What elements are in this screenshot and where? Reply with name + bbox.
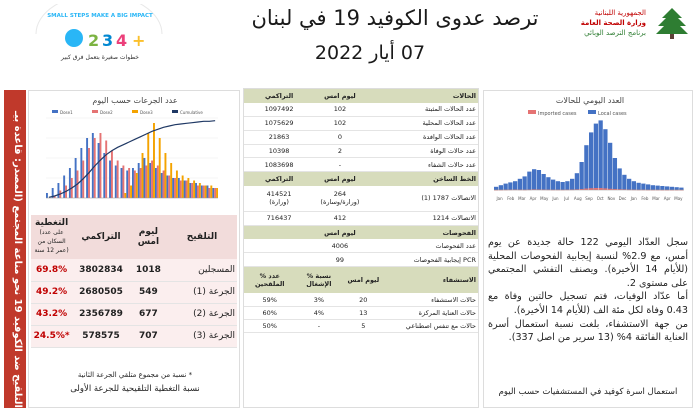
- dose2-bar: [208, 188, 210, 198]
- dose2-bar: [180, 181, 182, 199]
- cell-cumulative: 21863: [244, 130, 314, 144]
- table-row: [31, 303, 237, 325]
- col-cumulative: التراكمي: [72, 215, 130, 259]
- dose3-bar: [164, 153, 166, 198]
- vaccine-side-banner: [4, 90, 26, 408]
- cell-label: عدد الحالات المثبتة: [366, 103, 478, 117]
- x-tick-label: Feb: [507, 196, 515, 201]
- local-cases-bar: [494, 187, 498, 190]
- dose3-bar: [159, 138, 161, 198]
- x-tick-label: Jun: [552, 196, 559, 201]
- cell-cumulative: 1075629: [244, 117, 314, 131]
- col-yesterday: ليوم امس: [314, 89, 365, 103]
- x-tick-label: Jul: [564, 196, 570, 201]
- dose2-bar: [197, 186, 199, 199]
- table-row: [31, 325, 237, 347]
- dose3-bar: [182, 176, 184, 199]
- cell-label: حالات الاستشفاء: [384, 293, 478, 306]
- dose1-bar: [212, 188, 214, 198]
- dose3-bar: [199, 183, 201, 198]
- cell-yesterday: 677: [130, 303, 167, 325]
- report-date: 07 أيار 2022: [314, 42, 426, 64]
- dose2-bar: [174, 178, 176, 198]
- x-tick-label: Oct: [596, 196, 604, 201]
- col-yesterday: ليوم امس: [342, 267, 384, 293]
- cell-label: عدد الحالات المحلية: [366, 117, 478, 131]
- campaign-line1: SMALL STEPS MAKE A BIG IMPACT: [47, 13, 153, 19]
- legend-swatch: [52, 110, 58, 113]
- dose1-bar: [149, 163, 151, 198]
- dose2-bar: [122, 166, 124, 199]
- local-cases-bar: [613, 158, 617, 190]
- daily-cases-chart: [488, 108, 688, 204]
- dose2-bar: [140, 168, 142, 198]
- cell-cumulative: 1097492: [244, 103, 314, 117]
- legend-local-swatch: [588, 110, 596, 114]
- local-cases-bar: [589, 132, 593, 190]
- dose1-bar: [143, 158, 145, 198]
- table-row: [31, 259, 237, 281]
- cell-cumulative: 2356789: [72, 303, 130, 325]
- dose2-bar: [191, 183, 193, 198]
- summary-paragraph-2: أما عدّاد الوفيات، فتم تسجيل حالتين وفاة مع 0.43 وفاة لكل مئة الف (للأيام 14 الأخيرة).: [488, 291, 688, 316]
- dose3-bar: [136, 173, 138, 198]
- dose3-bar: [193, 181, 195, 199]
- local-cases-bar: [651, 185, 655, 190]
- cell-label: الجرعة (3): [167, 325, 237, 347]
- local-cases-bar: [656, 186, 660, 190]
- x-tick-label: Jan: [496, 196, 503, 201]
- summary-text: [488, 236, 688, 345]
- dose3-bar: [187, 178, 189, 198]
- cell-occupancy: -: [295, 319, 342, 332]
- campaign-logo: [24, 4, 174, 66]
- dose3-bar: [170, 163, 172, 198]
- local-cases-bar: [546, 177, 550, 190]
- dose1-bar: [86, 138, 88, 198]
- cell-label: الجرعة (1): [167, 281, 237, 303]
- dose1-bar: [121, 168, 123, 198]
- legend-swatch: [132, 110, 138, 113]
- local-cases-bar: [618, 168, 622, 190]
- summary-footer: استعمال اسرة كوفيد في المستشفيات حسب اليوم: [498, 387, 678, 397]
- cell-yesterday: 102: [314, 103, 365, 117]
- x-tick-label: Feb: [641, 196, 649, 201]
- cell-occupancy: 3%: [295, 293, 342, 306]
- col-empty: [244, 225, 314, 239]
- cell-cumulative: 10398: [244, 144, 314, 158]
- ministry-line1: الجمهورية اللبنانية: [594, 9, 646, 17]
- local-cases-bar: [632, 181, 636, 190]
- cell-coverage: 24.5%*: [31, 325, 72, 347]
- ministry-line3: برنامج الترصد الوبائي: [584, 29, 646, 37]
- stats-table: [243, 88, 479, 408]
- local-cases-bar: [675, 187, 679, 190]
- local-cases-bar: [603, 129, 607, 190]
- dose1-bar: [207, 186, 209, 199]
- dose1-bar: [184, 181, 186, 199]
- x-tick-label: Apr: [663, 196, 671, 201]
- col-tests: الفحوصات: [366, 225, 478, 239]
- legend-label: Dose2: [100, 110, 113, 115]
- col-yesterday: ليوم امس: [130, 215, 167, 259]
- hotline-1787-label: الاتصالات 1787 (1): [366, 186, 478, 212]
- svg-text:4: 4: [116, 31, 128, 50]
- local-cases-bar: [599, 120, 603, 190]
- dose1-bar: [69, 168, 71, 198]
- cell-label: عدد حالات الشفاء: [366, 158, 478, 172]
- local-cases-bar: [608, 143, 612, 190]
- hotline-1214-yesterday: 412: [314, 212, 365, 226]
- dose1-bar: [138, 163, 140, 198]
- dose2-bar: [105, 141, 107, 199]
- cell-yesterday: 13: [342, 306, 384, 319]
- local-cases-bar: [513, 181, 517, 190]
- cell-vaccinated: 60%: [244, 306, 295, 319]
- x-tick-label: Mar: [652, 196, 660, 201]
- daily-chart-title: العدد اليومي للحالات: [555, 96, 625, 105]
- x-tick-label: Dec: [618, 196, 627, 201]
- dose1-bar: [109, 161, 111, 199]
- dose1-bar: [46, 193, 48, 198]
- cell-label: حالات العناية المركزة: [384, 306, 478, 319]
- local-cases-bar: [594, 124, 598, 190]
- dose2-bar: [214, 188, 216, 198]
- dose1-bar: [75, 158, 77, 198]
- legend-label: Dose3: [140, 110, 153, 115]
- local-cases-bar: [627, 179, 631, 190]
- dose1-bar: [63, 176, 65, 199]
- col-hotline: الخط الساخن: [366, 172, 478, 186]
- x-tick-label: Nov: [607, 196, 616, 201]
- campaign-line2: خطوات صغيرة بتعمل فرق كبير: [61, 54, 139, 61]
- vaccine-table: [31, 215, 237, 348]
- cell-occupancy: 4%: [295, 306, 342, 319]
- cell-vaccinated: 59%: [244, 293, 295, 306]
- cedar-logo-icon: [652, 6, 692, 40]
- cell-cumulative: 3802834: [72, 259, 130, 281]
- legend-imported-swatch: [528, 110, 536, 114]
- local-cases-bar: [670, 187, 674, 190]
- local-cases-bar: [580, 162, 584, 190]
- dose2-bar: [203, 186, 205, 199]
- col-vaccination: التلقيح: [167, 215, 237, 259]
- local-cases-bar: [646, 184, 650, 190]
- dose1-bar: [195, 183, 197, 198]
- dose3-bar: [153, 123, 155, 198]
- tests-positive-label: إيجابية الفحوصات PCR: [366, 253, 478, 267]
- table-row: [244, 319, 478, 332]
- col-yesterday: ليوم امس: [314, 225, 365, 239]
- dose3-bar: [205, 186, 207, 199]
- dose2-bar: [134, 171, 136, 199]
- cell-yesterday: 549: [130, 281, 167, 303]
- cell-cumulative: 2680505: [72, 281, 130, 303]
- ministry-line2: وزارة الصحة العامة: [580, 19, 646, 27]
- imported-cases-bar: [589, 188, 593, 190]
- table-row: [244, 293, 478, 306]
- local-cases-bar: [561, 182, 565, 190]
- legend-imported-label: Imported cases: [538, 111, 577, 117]
- summary-paragraph-3: من جهة الاستشفاء، بلغت نسبة استعمال أسرة العناية الفائقة 4% (13 سرير من اصل 337).: [488, 318, 688, 344]
- col-cumulative: التراكمي: [244, 172, 314, 186]
- hotline-1214-cumulative: 716437: [244, 212, 314, 226]
- cell-yesterday: 102: [314, 117, 365, 131]
- table-row: [244, 117, 478, 131]
- local-cases-bar: [641, 184, 645, 190]
- local-cases-bar: [551, 180, 555, 190]
- dose2-bar: [186, 181, 188, 199]
- legend-label: Cumulative: [180, 110, 203, 115]
- summary-paragraph-1: سجل العدّاد اليومي 122 حالة جديدة عن يوم أمس، مع 2.9% لنسبة إيجابية الفحوصات المحلية (للأيام 14 الأخيرة). ويصنف التفشي المجتمعي على مستوى 2.: [488, 237, 689, 289]
- cell-yesterday: 20: [342, 293, 384, 306]
- tests-count: 4006: [314, 239, 365, 253]
- dose1-bar: [103, 153, 105, 198]
- imported-cases-bar: [599, 188, 603, 190]
- local-cases-bar: [499, 185, 503, 190]
- dose1-bar: [172, 178, 174, 198]
- dose2-bar: [168, 176, 170, 199]
- x-tick-label: Jan: [630, 196, 637, 201]
- x-tick-label: Apr: [529, 196, 537, 201]
- local-cases-bar: [565, 181, 569, 190]
- dose1-bar: [115, 166, 117, 199]
- dose3-bar: [210, 186, 212, 199]
- local-cases-bar: [504, 184, 508, 190]
- dose1-bar: [155, 168, 157, 198]
- x-tick-label: May: [674, 196, 683, 201]
- cell-vaccinated: 50%: [244, 319, 295, 332]
- cell-label: المسجلين: [167, 259, 237, 281]
- col-occupancy-pct: % نسبة الإشغال: [295, 267, 342, 293]
- cell-yesterday: 5: [342, 319, 384, 332]
- local-cases-bar: [523, 176, 527, 190]
- legend-local-label: Local cases: [598, 111, 627, 117]
- local-cases-bar: [518, 179, 522, 190]
- cell-label: حالات مع تنفس اصطناعي: [384, 319, 478, 332]
- dose2-bar: [111, 151, 113, 199]
- local-cases-bar: [679, 188, 683, 190]
- dose1-bar: [161, 173, 163, 198]
- dose1-bar: [57, 183, 59, 198]
- dose3-bar: [216, 188, 218, 198]
- cell-cumulative: 578575: [72, 325, 130, 347]
- table-row: [244, 306, 478, 319]
- dose1-bar: [132, 168, 134, 198]
- vaccine-side-title: التلقيح ضد الكوفيد 19 نحو مناعة المجتمع (المصدر: قاعدة بيـ: [12, 111, 23, 408]
- cell-label: عدد حالات الوفاة: [366, 144, 478, 158]
- vaccine-chart-title: عدد الجرعات حسب اليوم: [92, 96, 178, 105]
- col-hospital: الاستشفاء: [384, 267, 478, 293]
- dose3-bar: [124, 193, 126, 198]
- dose3-bar: [142, 153, 144, 198]
- local-cases-bar: [527, 172, 531, 190]
- local-cases-bar: [660, 186, 664, 190]
- x-tick-label: Aug: [573, 196, 582, 201]
- col-cumulative: التراكمي: [244, 89, 314, 103]
- dose2-bar: [117, 161, 119, 199]
- cell-yesterday: 2: [314, 144, 365, 158]
- local-cases-bar: [556, 181, 560, 190]
- table-row: [31, 281, 237, 303]
- hotline-1214-label: الاتصالات 1214: [366, 212, 478, 226]
- dose3-bar: [130, 186, 132, 199]
- dose2-bar: [151, 161, 153, 199]
- local-cases-bar: [584, 145, 588, 190]
- local-cases-bar: [537, 170, 541, 190]
- page-title: ترصد عدوى الكوفيد 19 في لبنان: [251, 6, 539, 30]
- x-tick-label: Mar: [518, 196, 526, 201]
- table-row: [244, 158, 478, 172]
- local-cases-bar: [542, 174, 546, 190]
- dose3-bar: [147, 133, 149, 198]
- legend-swatch: [172, 110, 178, 113]
- cell-yesterday: 707: [130, 325, 167, 347]
- ministry-text: [580, 8, 646, 38]
- local-cases-bar: [532, 169, 536, 190]
- dose2-bar: [163, 171, 165, 199]
- cell-yesterday: 1018: [130, 259, 167, 281]
- hospital-table: [244, 267, 478, 333]
- hotline-1787-cumulative: 414521 (ورارة): [244, 186, 314, 212]
- x-tick-label: May: [540, 196, 549, 201]
- col-coverage: التغطية (على عدد السكان من عمر 12 سنة): [31, 215, 72, 259]
- hotline-1787-yesterday: 264 (ورارة/وسارة): [314, 186, 365, 212]
- svg-text:3: 3: [102, 31, 114, 50]
- cell-cumulative: 1083698: [244, 158, 314, 172]
- svg-text:2: 2: [88, 31, 100, 50]
- dose3-bar: [176, 171, 178, 199]
- dose2-bar: [94, 138, 96, 198]
- dose1-bar: [201, 186, 203, 199]
- tests-label: عدد الفحوصات: [366, 239, 478, 253]
- col-yesterday: ليوم امس: [314, 172, 365, 186]
- local-cases-bar: [575, 173, 579, 190]
- legend-swatch: [92, 110, 98, 113]
- tests-positive: 99: [314, 253, 365, 267]
- dose2-bar: [145, 166, 147, 199]
- cell-yesterday: 0: [314, 130, 365, 144]
- vaccine-footer: نسبة التغطية التلقيحية للجرعة الأولى: [70, 384, 200, 394]
- dose1-bar: [126, 171, 128, 199]
- dose1-bar: [98, 143, 100, 198]
- dose1-bar: [189, 183, 191, 198]
- svg-text:+: +: [132, 31, 146, 50]
- dose2-bar: [157, 166, 159, 199]
- local-cases-bar: [508, 182, 512, 190]
- dose2-bar: [128, 168, 130, 198]
- cell-coverage: 43.2%: [31, 303, 72, 325]
- local-cases-bar: [570, 179, 574, 190]
- table-row: [244, 130, 478, 144]
- cell-coverage: 69.8%: [31, 259, 72, 281]
- dose1-bar: [92, 133, 94, 198]
- x-tick-label: Sep: [585, 196, 593, 201]
- table-row: [244, 144, 478, 158]
- cell-label: الجرعة (2): [167, 303, 237, 325]
- table-row: [244, 103, 478, 117]
- cases-table: [244, 89, 478, 267]
- dose1-bar: [166, 176, 168, 199]
- vaccine-note: * نسبة من مجموع متلقي الجرعة الثانية: [77, 371, 193, 379]
- imported-cases-bar: [594, 188, 598, 190]
- dose1-bar: [178, 178, 180, 198]
- local-cases-bar: [637, 183, 641, 190]
- legend-label: Dose1: [60, 110, 73, 115]
- cell-label: عدد الحالات الوافدة: [366, 130, 478, 144]
- col-vaccinated-pct: % عدد الملقحين: [244, 267, 295, 293]
- col-cases: الحالات: [366, 89, 478, 103]
- cell-coverage: 49.2%: [31, 281, 72, 303]
- local-cases-bar: [622, 175, 626, 190]
- dose1-bar: [80, 148, 82, 198]
- vaccine-doses-chart: [32, 108, 236, 208]
- dose2-bar: [100, 133, 102, 198]
- local-cases-bar: [665, 186, 669, 190]
- cell-yesterday: -: [314, 158, 365, 172]
